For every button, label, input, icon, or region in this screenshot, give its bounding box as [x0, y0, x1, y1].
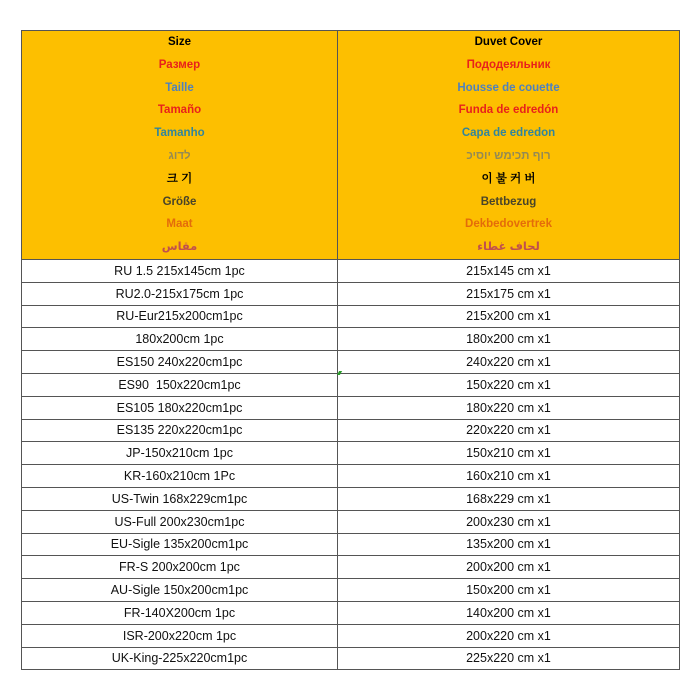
duvet-cell: 240x220 cm x1	[338, 351, 680, 374]
size-header-cell	[22, 31, 338, 260]
size-cell: KR-160x210cm 1Pc	[22, 465, 338, 488]
duvet-cell: 180x200 cm x1	[338, 328, 680, 351]
duvet-cell: 215x145 cm x1	[338, 260, 680, 283]
size-cell: UK-King-225x220cm1pc	[22, 647, 338, 670]
header-row	[22, 31, 680, 260]
size-label-5: לדוג	[168, 149, 191, 162]
size-label-2: Taille	[165, 81, 194, 94]
duvet-cell: 135x200 cm x1	[338, 533, 680, 556]
duvet-header-labels	[338, 31, 679, 259]
size-label-9: مقاس	[161, 241, 198, 254]
size-table	[21, 30, 680, 670]
duvet-cell: 150x210 cm x1	[338, 442, 680, 465]
size-label-6: 크 기	[166, 172, 193, 185]
size-cell: ISR-200x220cm 1pc	[22, 624, 338, 647]
size-cell: EU-Sigle 135x200cm1pc	[22, 533, 338, 556]
size-cell: AU-Sigle 150x200cm1pc	[22, 579, 338, 602]
duvet-label-6: 이 불 커 버	[481, 172, 536, 185]
size-label-1: Размер	[158, 58, 201, 71]
size-cell: FR-S 200x200cm 1pc	[22, 556, 338, 579]
duvet-label-4: Capa de edredon	[461, 127, 556, 140]
duvet-cell: 150x200 cm x1	[338, 579, 680, 602]
size-cell: RU2.0-215x175cm 1pc	[22, 282, 338, 305]
table-row	[22, 328, 680, 351]
duvet-label-9: لحاف غطاء	[477, 241, 540, 254]
table-row	[22, 624, 680, 647]
duvet-cell: 200x220 cm x1	[338, 624, 680, 647]
size-cell: ES105 180x220cm1pc	[22, 396, 338, 419]
size-label-7: Größe	[162, 195, 197, 208]
size-label-4: Tamanho	[154, 127, 205, 140]
table-row	[22, 465, 680, 488]
size-label-8: Maat	[166, 218, 193, 231]
table-row	[22, 282, 680, 305]
table-row	[22, 351, 680, 374]
table-row	[22, 373, 680, 396]
duvet-cell: 160x210 cm x1	[338, 465, 680, 488]
duvet-label-2: Housse de couette	[457, 81, 560, 94]
duvet-cell: 220x220 cm x1	[338, 419, 680, 442]
size-cell: FR-140X200cm 1pc	[22, 601, 338, 624]
duvet-label-3: Funda de edredón	[458, 104, 559, 117]
duvet-cell: 215x175 cm x1	[338, 282, 680, 305]
size-header-labels	[22, 31, 337, 259]
duvet-cell: 150x220 cm x1	[338, 373, 680, 396]
duvet-cell: 168x229 cm x1	[338, 487, 680, 510]
duvet-cell: 180x220 cm x1	[338, 396, 680, 419]
size-cell: RU 1.5 215x145cm 1pc	[22, 260, 338, 283]
size-cell: ES135 220x220cm1pc	[22, 419, 338, 442]
table-row	[22, 487, 680, 510]
duvet-cell: 215x200 cm x1	[338, 305, 680, 328]
table-row	[22, 442, 680, 465]
size-label-3: Tamaño	[157, 104, 202, 117]
size-cell: JP-150x210cm 1pc	[22, 442, 338, 465]
size-label-0: Size	[167, 36, 191, 48]
table-row	[22, 533, 680, 556]
table-row	[22, 647, 680, 670]
table-row	[22, 579, 680, 602]
duvet-header-cell	[338, 31, 680, 260]
duvet-label-1: Пододеяльник	[466, 58, 551, 71]
table-row	[22, 601, 680, 624]
duvet-cell: 200x200 cm x1	[338, 556, 680, 579]
table-row	[22, 396, 680, 419]
size-cell: 180x200cm 1pc	[22, 328, 338, 351]
duvet-label-5: רוף תכימש יוסיכ	[466, 149, 551, 162]
table-row	[22, 419, 680, 442]
size-cell: ES90 150x220cm1pc	[22, 373, 338, 396]
table-row	[22, 510, 680, 533]
table-row	[22, 305, 680, 328]
table-row	[22, 556, 680, 579]
duvet-label-0: Duvet Cover	[474, 36, 543, 48]
duvet-cell: 140x200 cm x1	[338, 601, 680, 624]
size-cell: US-Full 200x230cm1pc	[22, 510, 338, 533]
size-cell: RU-Eur215x200cm1pc	[22, 305, 338, 328]
duvet-label-8: Dekbedovertrek	[465, 218, 552, 231]
duvet-cell: 225x220 cm x1	[338, 647, 680, 670]
duvet-cell: 200x230 cm x1	[338, 510, 680, 533]
table-row	[22, 260, 680, 283]
duvet-label-7: Bettbezug	[480, 195, 537, 208]
size-cell: ES150 240x220cm1pc	[22, 351, 338, 374]
size-cell: US-Twin 168x229cm1pc	[22, 487, 338, 510]
